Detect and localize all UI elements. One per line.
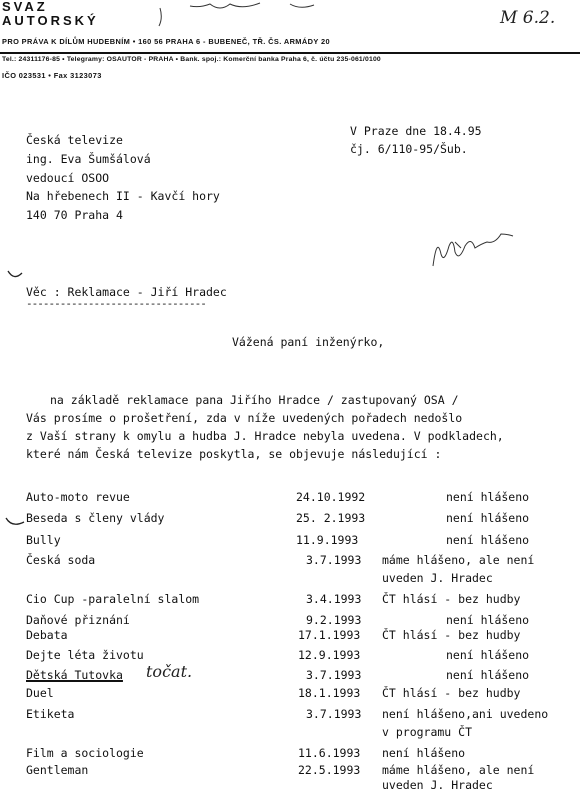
entry-note: máme hlášeno, ale není	[382, 763, 535, 777]
body-line-1: na základě reklamace pana Jiřího Hradce / zastupovaný OSA /	[50, 393, 459, 407]
org-name-line2: AUTORSKÝ	[2, 13, 99, 28]
entry-row	[0, 648, 580, 666]
letterhead-title	[2, 0, 99, 28]
entry-row	[0, 592, 580, 610]
entry-note-continued: uveden J. Hradec	[382, 571, 493, 585]
subject-line: Věc : Reklamace - Jiří Hradec	[26, 285, 227, 299]
reference-number: čj. 6/110-95/Šub.	[350, 142, 468, 156]
recipient-line-2: ing. Eva Šumšálová	[26, 152, 151, 166]
entry-status: není hlášeno	[446, 668, 530, 682]
entry-title: Dětská Tutovka	[26, 668, 123, 682]
body-line-4: které nám Česká televize poskytla, se objevuje následující :	[26, 447, 442, 461]
entry-title: Beseda s členy vlády	[26, 511, 165, 525]
letterhead-address: PRO PRÁVA K DÍLŮM HUDEBNÍM • 160 56 PRAHA 6 - BUBENEČ, TŘ. ČS. ARMÁDY 20	[2, 37, 331, 46]
entry-row-continuation	[0, 778, 580, 791]
handwriting-top-right: M 6.2.	[500, 8, 556, 28]
recipient-line-4: Na hřebenech II - Kavčí hory	[26, 189, 220, 203]
entry-status: není hlášeno	[446, 648, 530, 662]
entry-note-continued: uveden J. Hradec	[382, 778, 493, 792]
entry-note: ČT hlásí - bez hudby	[382, 628, 521, 642]
letterhead-contacts: Tel.: 24311176-85 • Telegramy: OSAUTOR - PRAHA • Bank. spoj.: Komerční banka Praha 6, č. účtu 235-061/0100	[2, 56, 381, 63]
entry-row-continuation	[0, 725, 580, 743]
entry-title: Daňové přiznání	[26, 613, 130, 627]
entry-title: Auto-moto revue	[26, 490, 130, 504]
salutation: Vážená paní inženýrko,	[232, 335, 385, 349]
entry-row	[0, 662, 580, 686]
entry-date: 11.6.1993	[298, 746, 361, 760]
place-date: V Praze dne 18.4.95	[350, 124, 482, 138]
entry-date: 18.1.1993	[298, 686, 361, 700]
entry-title: Etiketa	[26, 707, 75, 721]
entry-date: 11.9.1993	[296, 533, 359, 547]
entry-row	[0, 686, 580, 704]
body-line-2: Vás prosíme o prošetření, zda v níže uvedených pořadech nedošlo	[26, 411, 463, 425]
entry-title: Česká soda	[26, 553, 96, 567]
entry-note-continued: v programu ČT	[382, 725, 473, 739]
entry-date: 24.10.1992	[296, 490, 366, 504]
entry-status: není hlášeno	[446, 511, 530, 525]
entry-note: máme hlášeno, ale není	[382, 553, 535, 567]
entry-title: Gentleman	[26, 763, 89, 777]
letterhead-rule	[0, 52, 580, 54]
entry-note: ČT hlásí - bez hudby	[382, 686, 521, 700]
entry-status: není hlášeno	[446, 490, 530, 504]
handwritten-note: točat.	[146, 662, 193, 681]
subject-underline: --------------------------------	[26, 297, 206, 310]
entry-row	[0, 628, 580, 646]
entry-row	[0, 707, 580, 725]
recipient-line-5: 140 70 Praha 4	[26, 208, 123, 222]
entry-title: Duel	[26, 686, 54, 700]
entry-row	[0, 746, 580, 764]
entry-date: 17.1.1993	[298, 628, 361, 642]
entry-date: 12.9.1993	[298, 648, 361, 662]
entry-row	[0, 490, 580, 508]
entry-title: Dejte léta životu	[26, 648, 144, 662]
recipient-line-1: Česká televize	[26, 133, 123, 147]
entry-date: 3.7.1993	[306, 668, 362, 682]
entry-note: není hlášeno,ani uvedeno	[382, 707, 549, 721]
letterhead-ico: IČO 023531 • Fax 3123073	[2, 71, 102, 80]
entry-row	[0, 533, 580, 551]
margin-mark	[4, 514, 28, 528]
entry-date: 25. 2.1993	[296, 511, 366, 525]
entry-row	[0, 511, 580, 529]
entry-date: 3.7.1993	[306, 553, 362, 567]
entry-title: Film a sociologie	[26, 746, 144, 760]
entry-title: Bully	[26, 533, 61, 547]
org-name-line1: SVAZ	[2, 0, 48, 14]
entry-date: 3.4.1993	[306, 592, 362, 606]
entry-row	[0, 553, 580, 571]
entry-title: Cio Cup -paralelní slalom	[26, 592, 200, 606]
entry-date: 3.7.1993	[306, 707, 362, 721]
entry-note: není hlášeno	[382, 746, 466, 760]
body-line-3: z Vaší strany k omylu a hudba J. Hradce nebyla uvedena. V podkladech,	[26, 429, 504, 443]
signature	[425, 222, 535, 277]
margin-mark	[6, 268, 26, 282]
entry-date: 22.5.1993	[298, 763, 361, 777]
entry-row-continuation	[0, 571, 580, 589]
entry-status: není hlášeno	[446, 533, 530, 547]
entry-note: ČT hlásí - bez hudby	[382, 592, 521, 606]
entry-date: 9.2.1993	[306, 613, 362, 627]
recipient-line-3: vedoucí OSOO	[26, 171, 110, 185]
entry-title: Debata	[26, 628, 68, 642]
entry-status: není hlášeno	[446, 613, 530, 627]
